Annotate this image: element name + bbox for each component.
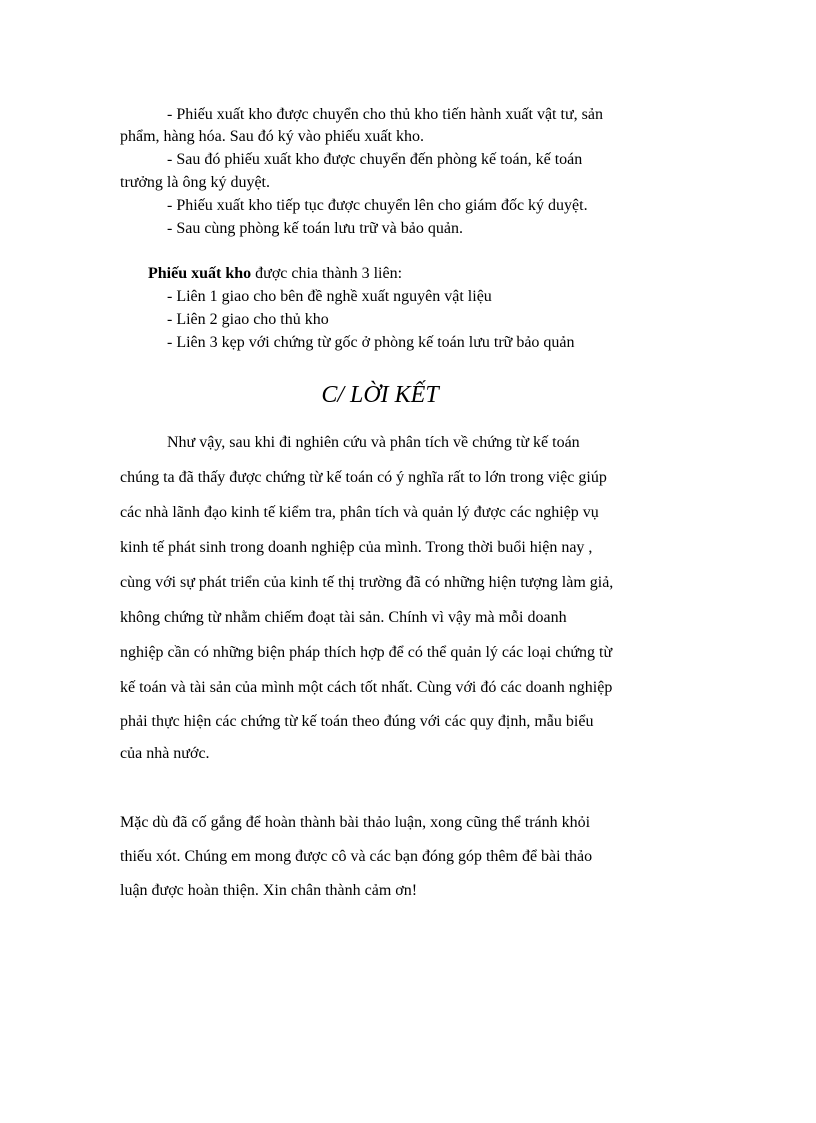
paragraph-line: kế toán và tài sản của mình một cách tốt nhất. Cùng với đó các doanh nghiệp xyxy=(120,679,613,696)
conclusion-heading: C/ LỜI KẾT xyxy=(321,382,439,408)
copy-item: - Liên 2 giao cho thủ kho xyxy=(167,311,329,328)
copy-item: - Liên 3 kẹp với chứng từ gốc ở phòng kế toán lưu trữ bảo quản xyxy=(167,334,575,351)
paragraph-line: thiếu xót. Chúng em mong được cô và các bạn đóng góp thêm để bài thảo xyxy=(120,848,593,865)
paragraph-line: Như vậy, sau khi đi nghiên cứu và phân tích về chứng từ kế toán xyxy=(167,434,580,451)
paragraph-line: phải thực hiện các chứng từ kế toán theo đúng với các quy định, mẫu biểu xyxy=(120,713,594,730)
paragraph-line: các nhà lãnh đạo kinh tế kiểm tra, phân tích và quản lý được các nghiệp vụ xyxy=(120,504,599,521)
paragraph-line: Mặc dù đã cố gắng để hoàn thành bài thảo luận, xong cũng thể tránh khỏi xyxy=(120,814,591,831)
step-line: trưởng là ông ký duyệt. xyxy=(120,174,270,191)
paragraph-line: chúng ta đã thấy được chứng từ kế toán có ý nghĩa rất to lớn trong việc giúp xyxy=(120,469,607,486)
paragraph-line: của nhà nước. xyxy=(120,745,210,762)
step-line: - Sau cùng phòng kế toán lưu trữ và bảo quản. xyxy=(167,220,463,237)
paragraph-line: luận được hoàn thiện. Xin chân thành cảm ơn! xyxy=(120,882,418,899)
copies-title xyxy=(148,263,402,285)
step-line: - Phiếu xuất kho tiếp tục được chuyển lên cho giám đốc ký duyệt. xyxy=(167,197,588,214)
paragraph-line: không chứng từ nhằm chiếm đoạt tài sản. Chính vì vậy mà mỗi doanh xyxy=(120,609,567,626)
paragraph-line: kinh tế phát sinh trong doanh nghiệp của mình. Trong thời buổi hiện nay , xyxy=(120,539,593,556)
paragraph-line: nghiệp cần có những biện pháp thích hợp để có thể quản lý các loại chứng từ xyxy=(120,644,613,661)
step-line: - Sau đó phiếu xuất kho được chuyển đến phòng kế toán, kế toán xyxy=(167,151,583,168)
step-line: - Phiếu xuất kho được chuyển cho thủ kho tiến hành xuất vật tư, sản xyxy=(167,106,603,123)
copy-item: - Liên 1 giao cho bên đề nghề xuất nguyên vật liệu xyxy=(167,288,492,305)
copies-title-rest: được chia thành 3 liên: xyxy=(251,265,403,282)
paragraph-line: cùng với sự phát triển của kinh tế thị trường đã có những hiện tượng làm giả, xyxy=(120,574,614,591)
copies-title-bold: Phiếu xuất kho xyxy=(148,265,252,282)
step-line: phẩm, hàng hóa. Sau đó ký vào phiếu xuất kho. xyxy=(120,128,424,145)
